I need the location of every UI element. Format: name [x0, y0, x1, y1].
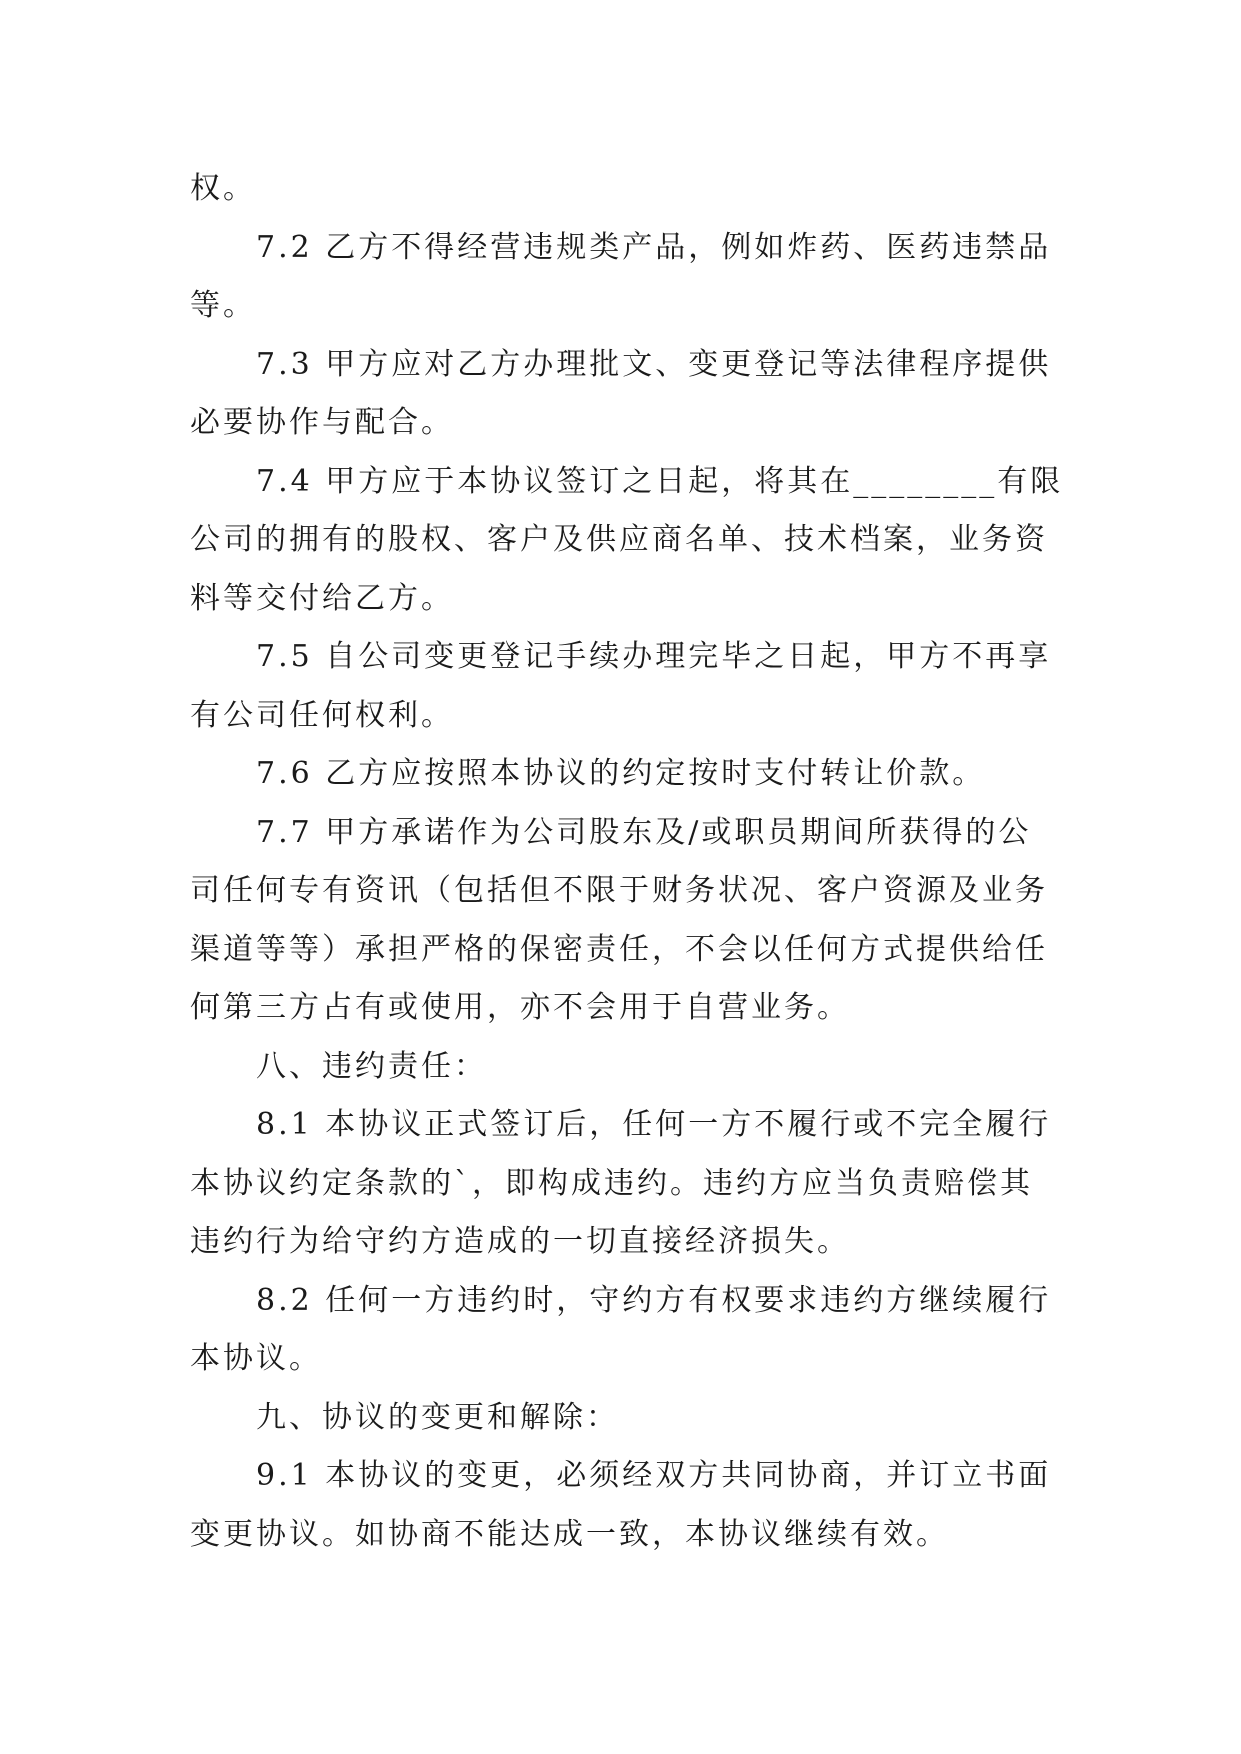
text-line: 料等交付给乙方。 — [190, 580, 454, 616]
text-line: 有公司任何权利。 — [190, 697, 454, 733]
clause-7-7 — [190, 804, 1055, 1038]
clause-8-2 — [190, 1272, 1055, 1389]
text-line: 司任何专有资讯（包括但不限于财务状况、客户资源及业务 — [190, 873, 1048, 908]
text-line: 本协议约定条款的`，即构成违约。违约方应当负责赔偿其 — [190, 1165, 1033, 1201]
text-line: 7.3 甲方应对乙方办理批文、变更登记等法律程序提供 — [256, 346, 1052, 382]
text-line: 7.4 甲方应于本协议签订之日起，将其在________有限 — [256, 463, 1064, 499]
text-line: 8.2 任何一方违约时，守约方有权要求违约方继续履行 — [256, 1282, 1052, 1318]
document-body — [190, 160, 1064, 1564]
text-line: 违约行为给守约方造成的一切直接经济损失。 — [190, 1224, 850, 1259]
text-line: 何第三方占有或使用，亦不会用于自营业务。 — [190, 990, 850, 1025]
text-line: 八、违约责任： — [256, 1048, 487, 1084]
text-line: 变更协议。如协商不能达成一致，本协议继续有效。 — [190, 1516, 949, 1552]
text-line: 7.5 自公司变更登记手续办理完毕之日起，甲方不再享 — [256, 639, 1052, 674]
section-heading-breach — [190, 1038, 1055, 1097]
text-line: 7.6 乙方应按照本协议的约定按时支付转让价款。 — [256, 756, 986, 791]
text-line: 必要协作与配合。 — [190, 405, 454, 440]
clause-7-6 — [190, 745, 1055, 804]
section-heading-amendment — [190, 1389, 1055, 1448]
text-line: 渠道等等）承担严格的保密责任，不会以任何方式提供给任 — [190, 931, 1048, 967]
clause-7-3 — [190, 336, 1055, 453]
clause-7-4 — [190, 453, 1064, 629]
text-line: 7.2 乙方不得经营违规类产品，例如炸药、医药违禁品 — [256, 229, 1052, 265]
clause-8-1 — [190, 1096, 1055, 1272]
text-line: 8.1 本协议正式签订后，任何一方不履行或不完全履行 — [256, 1107, 1052, 1142]
text-line: 公司的拥有的股权、客户及供应商名单、技术档案，业务资 — [190, 522, 1048, 557]
text-line: 九、协议的变更和解除： — [256, 1399, 619, 1435]
text-line: 9.1 本协议的变更，必须经双方共同协商，并订立书面 — [256, 1458, 1052, 1493]
clause-7-5 — [190, 628, 1055, 745]
clause-9-1 — [190, 1447, 1055, 1564]
clause-7-2 — [190, 219, 1055, 336]
text-line: 本协议。 — [190, 1341, 322, 1376]
text-line: 等。 — [190, 288, 256, 323]
paragraph — [190, 160, 1055, 219]
text-line: 7.7 甲方承诺作为公司股东及/或职员期间所获得的公 — [256, 814, 1032, 850]
text-line: 权。 — [190, 171, 256, 206]
